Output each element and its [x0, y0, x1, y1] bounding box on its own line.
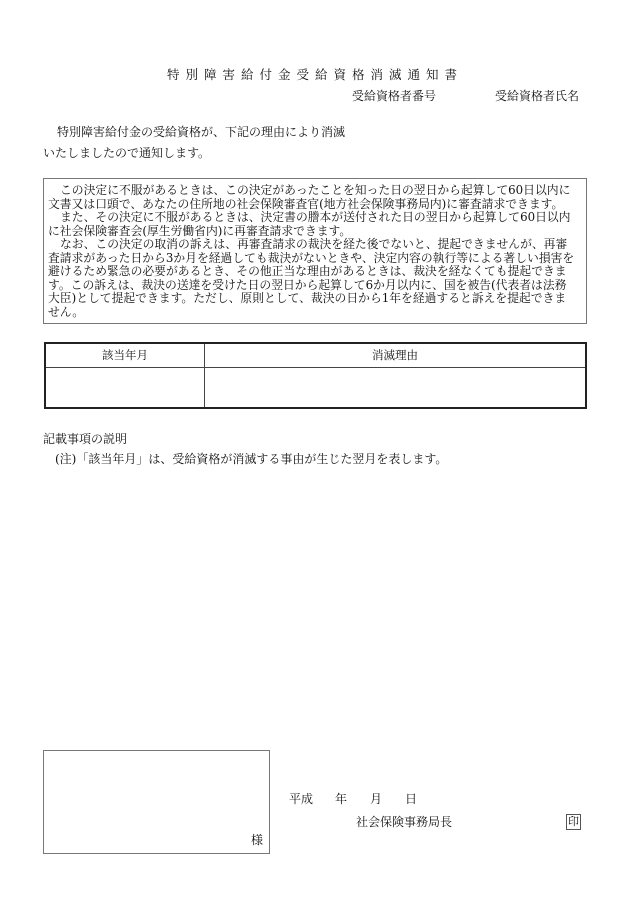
date-year: 年	[335, 792, 348, 806]
header-termination-reason: 消滅理由	[205, 343, 587, 367]
intro-line-1: 特別障害給付金の受給資格が、下記の理由により消滅	[57, 125, 346, 139]
notice-line: この決定に不服があるときは、この決定があったことを知った日の翌日から起算して60日以内に	[60, 183, 571, 197]
issuer-title: 社会保険事務局長	[356, 815, 453, 829]
appeal-notice-box	[43, 178, 587, 324]
address-box[interactable]	[43, 750, 270, 854]
honorific: 様	[250, 833, 263, 847]
notice-line: 避けるため緊急の必要があるとき、その他正当な理由があるときは、裁決を経なくても提起できま	[48, 264, 567, 278]
document-title: 特別障害給付金受給資格消滅通知書	[166, 67, 463, 82]
cell-termination-reason[interactable]	[205, 367, 587, 408]
date-day: 日	[405, 792, 418, 806]
termination-table	[44, 342, 587, 409]
notice-line: なお、この決定の取消の訴えは、再審査請求の裁決を経た後でないと、提起できませんが、再審	[60, 237, 568, 251]
notice-line: に社会保険審査会(厚生労働省内)に再審査請求できます。	[48, 223, 352, 238]
cell-applicable-month[interactable]	[45, 367, 205, 408]
notice-line: 大臣)として提起できます。ただし、原則として、裁決の日から1年を経過すると訴えを提起できま	[48, 291, 567, 305]
date-era: 平成	[289, 792, 314, 806]
notice-line: 査請求があった日から3か月を経過しても裁決がないときや、決定内容の執行等による著しい損害を	[48, 250, 575, 265]
recipient-number-label: 受給資格者番号	[352, 89, 437, 103]
notice-line: す。この訴えは、裁決の送達を受けた日の翌日から起算して6か月以内に、国を被告(代表者は法務	[48, 277, 567, 292]
explanation-note: (注)「該当年月」は、受給資格が消滅する事由が生じた翌月を表します。	[55, 452, 448, 466]
seal-mark: 印	[568, 815, 579, 828]
explanation-heading: 記載事項の説明	[43, 432, 128, 446]
notice-line: せん。	[48, 304, 85, 319]
notice-line: また、その決定に不服があるときは、決定書の謄本が送付された日の翌日から起算して60日以内	[60, 210, 571, 224]
header-applicable-month: 該当年月	[45, 343, 205, 367]
recipient-name-label: 受給資格者氏名	[495, 89, 580, 103]
intro-line-2: いたしましたので通知します。	[43, 146, 211, 160]
notice-line: 文書又は口頭で、あなたの住所地の社会保険審査官(地方社会保険事務局内)に審査請求できます。	[48, 196, 564, 211]
date-month: 月	[370, 792, 383, 806]
